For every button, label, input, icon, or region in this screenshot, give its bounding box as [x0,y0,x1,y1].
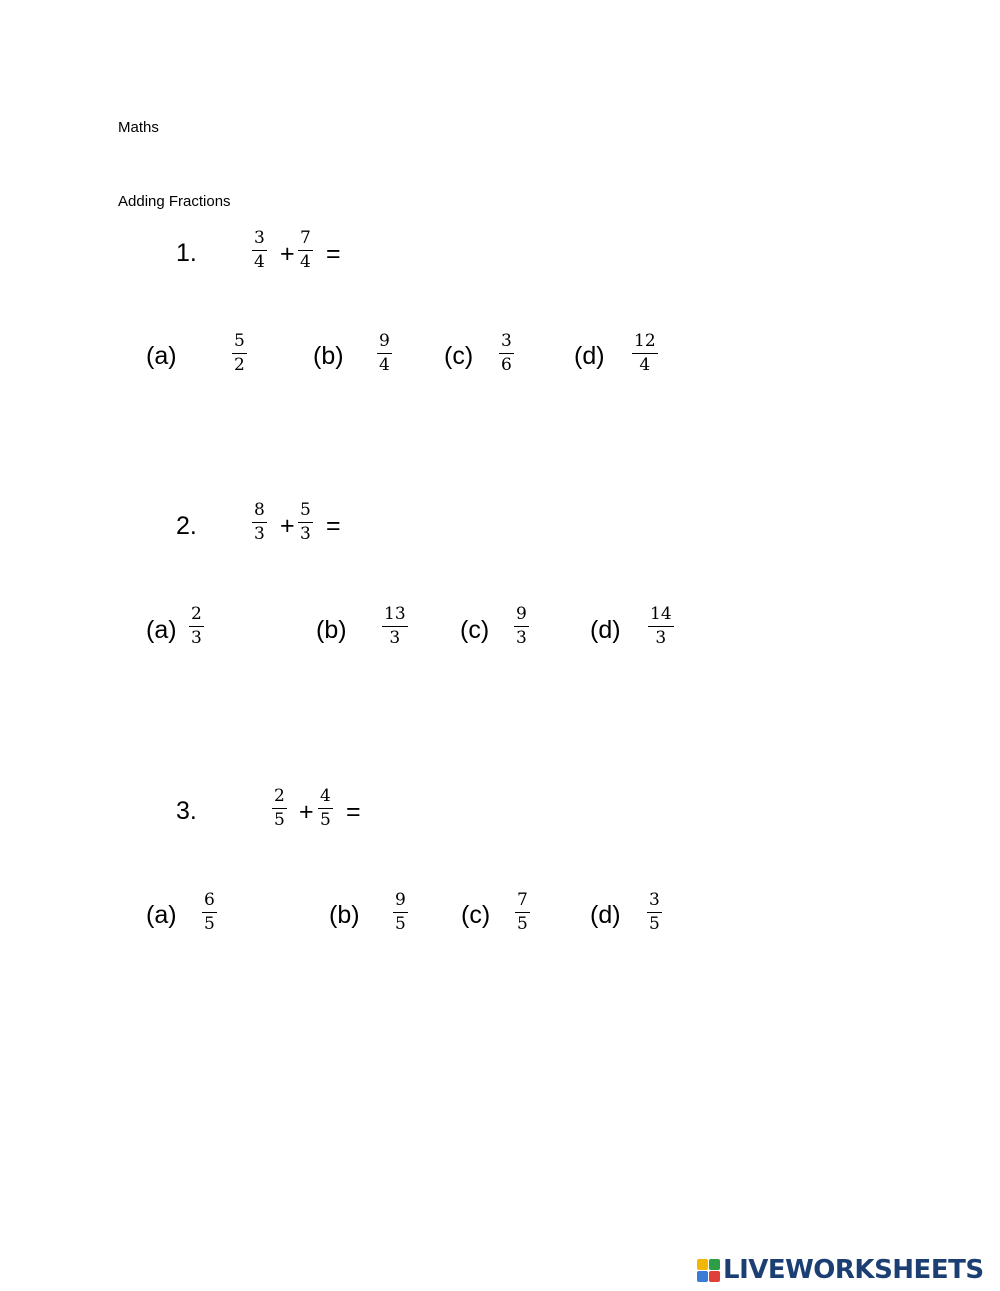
option-a-fraction[interactable]: $\frac{2}{3}$ [191,604,202,648]
equals-sign: = [346,798,361,826]
fraction-addend-2: $\frac{4}{5}$ [320,786,331,830]
option-c-fraction[interactable]: $\frac{7}{5}$ [517,890,528,934]
subject-label: Maths [118,119,159,136]
plus-sign: + [280,240,295,268]
fraction-addend-2: $\frac{5}{3}$ [300,500,311,544]
option-a-fraction[interactable]: $\frac{5}{2}$ [234,331,245,375]
option-b-label[interactable]: (b) [313,342,344,370]
fraction-addend-2: $\frac{7}{4}$ [300,228,311,272]
fraction-addend-1: $\frac{3}{4}$ [254,228,265,272]
option-c-fraction[interactable]: $\frac{3}{6}$ [501,331,512,375]
option-d-fraction[interactable]: $\frac{3}{5}$ [649,890,660,934]
topic-label: Adding Fractions [118,193,231,210]
option-b-fraction[interactable]: $\frac{9}{5}$ [395,890,406,934]
option-a-label[interactable]: (a) [146,342,177,370]
option-d-fraction[interactable]: $\frac{14}{3}$ [650,604,672,648]
fraction-addend-1: $\frac{2}{5}$ [274,786,285,830]
option-b-label[interactable]: (b) [329,901,360,929]
option-b-fraction[interactable]: $\frac{9}{4}$ [379,331,390,375]
option-d-label[interactable]: (d) [574,342,605,370]
equals-sign: = [326,512,341,540]
question-number: 2. [176,512,197,540]
option-c-label[interactable]: (c) [444,342,474,370]
question-number: 1. [176,239,197,267]
logo-text: LIVEWORKSHEETS [723,1255,984,1285]
option-d-label[interactable]: (d) [590,901,621,929]
option-a-label[interactable]: (a) [146,616,177,644]
fraction-addend-1: $\frac{8}{3}$ [254,500,265,544]
option-b-fraction[interactable]: $\frac{13}{3}$ [384,604,406,648]
option-d-fraction[interactable]: $\frac{12}{4}$ [634,331,656,375]
option-a-label[interactable]: (a) [146,901,177,929]
logo-blocks-icon [697,1259,720,1282]
plus-sign: + [299,798,314,826]
option-c-label[interactable]: (c) [461,901,491,929]
option-c-fraction[interactable]: $\frac{9}{3}$ [516,604,527,648]
option-a-fraction[interactable]: $\frac{6}{5}$ [204,890,215,934]
question-number: 3. [176,797,197,825]
liveworksheets-logo [697,1256,984,1284]
option-d-label[interactable]: (d) [590,616,621,644]
equals-sign: = [326,240,341,268]
option-c-label[interactable]: (c) [460,616,490,644]
plus-sign: + [280,512,295,540]
option-b-label[interactable]: (b) [316,616,347,644]
